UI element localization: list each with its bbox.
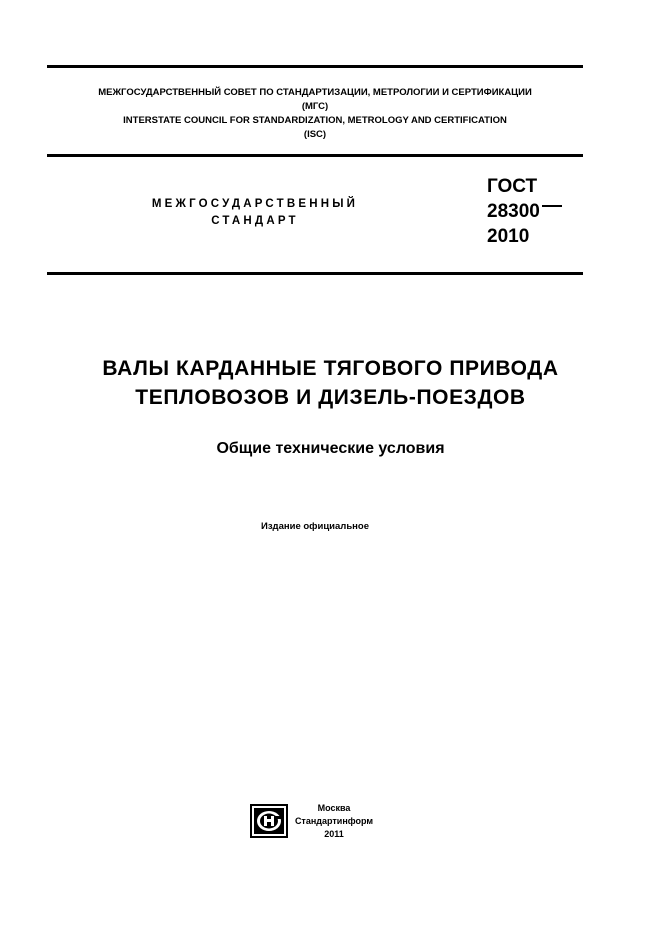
lower-divider bbox=[47, 272, 583, 275]
document-subtitle: Общие технические условия bbox=[216, 440, 445, 457]
publisher-block bbox=[290, 802, 378, 841]
middle-divider bbox=[47, 154, 583, 157]
title-line2: ТЕПЛОВОЗОВ И ДИЗЕЛЬ-ПОЕЗДОВ bbox=[135, 386, 526, 409]
standard-kind-line1: МЕЖГОСУДАРСТВЕННЫЙ bbox=[151, 198, 359, 210]
standard-kind bbox=[120, 196, 390, 230]
publisher-city: Москва bbox=[317, 803, 351, 813]
document-title bbox=[0, 354, 661, 412]
designation-year: 2010 bbox=[487, 226, 530, 247]
designation-dash bbox=[542, 205, 562, 207]
standard-kind-line2: СТАНДАРТ bbox=[211, 215, 299, 227]
council-name-ru: МЕЖГОСУДАРСТВЕННЫЙ СОВЕТ ПО СТАНДАРТИЗАЦИИ, МЕТРОЛОГИИ И СЕРТИФИКАЦИИ bbox=[98, 87, 532, 98]
council-name-en: INTERSTATE COUNCIL FOR STANDARDIZATION, METROLOGY AND CERTIFICATION bbox=[123, 115, 507, 126]
title-line1: ВАЛЫ КАРДАННЫЕ ТЯГОВОГО ПРИВОДА bbox=[102, 357, 559, 380]
standartinform-logo-icon bbox=[250, 804, 288, 838]
publisher-year: 2011 bbox=[324, 829, 344, 839]
designation-prefix: ГОСТ bbox=[487, 176, 538, 197]
standard-designation bbox=[487, 174, 562, 249]
council-header bbox=[47, 86, 583, 142]
edition-note: Издание официальное bbox=[261, 521, 369, 532]
top-divider bbox=[47, 65, 583, 68]
designation-number: 28300 bbox=[487, 201, 540, 222]
council-abbr-ru: (МГС) bbox=[301, 101, 329, 112]
council-abbr-en: (ISC) bbox=[303, 129, 327, 140]
publisher-name: Стандартинформ bbox=[294, 816, 374, 826]
